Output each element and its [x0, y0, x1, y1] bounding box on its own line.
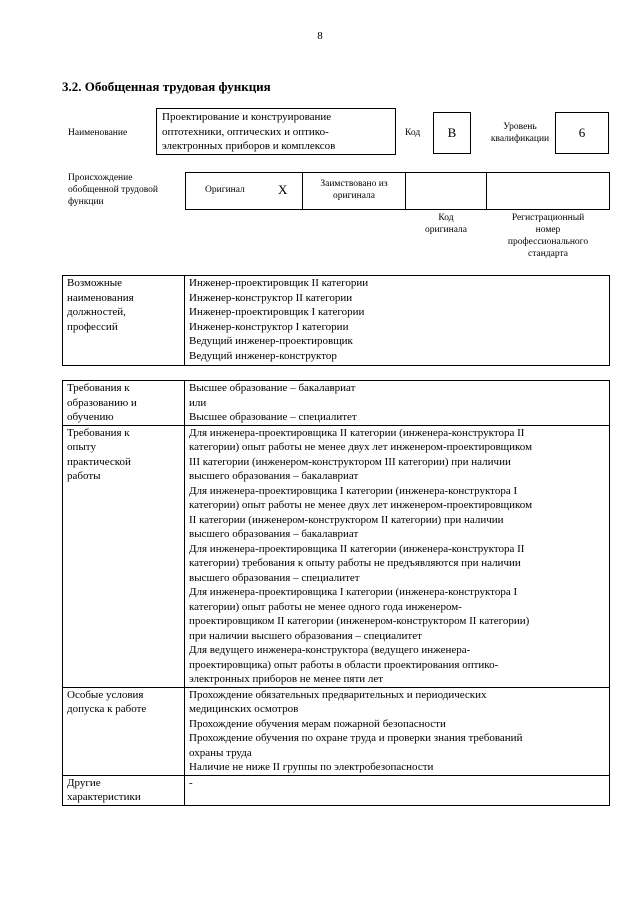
function-name-line: электронных приборов и комплексов — [162, 140, 336, 152]
positions-label-line: профессий — [67, 320, 118, 333]
reg-number-cell — [486, 172, 610, 210]
experience-line: II категории (инженером-конструктором II категории) при наличии — [189, 513, 504, 526]
table-row — [63, 381, 610, 426]
experience-line: высшего образования – специалитет — [189, 571, 360, 584]
origin-label-line: обобщенной трудовой — [68, 185, 158, 195]
positions-label-line: должностей, — [67, 306, 126, 318]
experience-label-line: работы — [67, 470, 101, 482]
experience-label — [63, 425, 185, 687]
experience-label-line: опыту — [67, 441, 96, 453]
experience-line: Для ведущего инженера-конструктора (ведущего инженера- — [189, 644, 471, 656]
experience-line: категории) опыт работы не менее одного года инженером- — [189, 600, 462, 613]
special-label-line: Особые условия — [67, 688, 144, 701]
qualification-level-value: 6 — [555, 112, 609, 154]
positions-table — [62, 275, 610, 366]
positions-label-line: наименования — [67, 291, 134, 304]
education-label — [63, 381, 185, 426]
experience-line: электронных приборов не менее пяти лет — [189, 673, 384, 685]
qualification-level-label — [474, 121, 566, 145]
positions-label-line: Возможные — [67, 277, 122, 289]
borrowed-cell — [302, 172, 406, 210]
positions-list — [185, 276, 610, 366]
experience-line: категории) опыт работы не менее двух лет инженером-проектировщиком — [189, 499, 533, 511]
origin-label-line: функции — [68, 197, 104, 207]
experience-line: при наличии высшего образования – специалитет — [189, 629, 422, 642]
code-original-line: оригинала — [425, 225, 467, 235]
reg-number-line: Регистрационный — [511, 213, 585, 223]
experience-line: категории) опыт работы не менее двух лет инженером-проектировщиком — [189, 441, 533, 453]
special-label-line: допуска к работе — [67, 703, 147, 715]
other-characteristics-label — [63, 775, 185, 805]
reg-number-line: номер — [535, 225, 561, 235]
experience-line: высшего образования – бакалавриат — [189, 470, 359, 482]
borrowed-label — [303, 178, 405, 202]
list-item: Ведущий инженер-проектировщик — [189, 335, 353, 347]
original-cell — [185, 172, 303, 210]
education-label-line: Требования к — [67, 382, 130, 394]
experience-line: Для инженера-проектировщика I категории (инженера-конструктора I — [189, 586, 518, 598]
requirements-table — [62, 380, 610, 806]
list-item: Инженер-конструктор II категории — [189, 291, 353, 304]
special-line: Прохождение обучения мерам пожарной безопасности — [189, 717, 446, 730]
level-label-line: квалификации — [490, 134, 550, 144]
education-line: или — [189, 396, 207, 409]
special-line: медицинских осмотров — [189, 703, 299, 715]
experience-line: высшего образования – бакалавриат — [189, 528, 359, 540]
code-original-line: Код — [438, 213, 454, 223]
education-value — [185, 381, 610, 426]
experience-line: категории) требования к опыту работы не предъявляются при наличии — [189, 557, 521, 569]
table-row — [63, 687, 610, 775]
special-line: Наличие не ниже II группы по электробезопасности — [189, 761, 434, 773]
level-label-line: Уровень — [503, 122, 537, 132]
table-row — [63, 276, 610, 366]
reg-number-line: профессионального — [507, 237, 589, 247]
function-name-line: оптотехники, оптических и оптико- — [162, 125, 329, 138]
education-label-line: образованию и — [67, 396, 137, 409]
experience-label-line: Требования к — [67, 426, 130, 439]
special-conditions-label — [63, 687, 185, 775]
special-line: Прохождение обучения по охране труда и проверки знания требований — [189, 732, 523, 744]
experience-line: Для инженера-проектировщика II категории (инженера-конструктора II — [189, 426, 525, 439]
original-label: Оригинал — [205, 185, 245, 195]
list-item: Инженер-проектировщик II категории — [189, 277, 369, 289]
function-name-line: Проектирование и конструирование — [162, 111, 332, 123]
table-row — [63, 775, 610, 805]
reg-number-line: стандарта — [528, 249, 568, 259]
other-characteristics-value: - — [185, 775, 610, 805]
code-original-cell — [405, 172, 487, 210]
education-label-line: обучению — [67, 411, 114, 423]
reg-number-label — [486, 212, 610, 260]
list-item: Ведущий инженер-конструктор — [189, 349, 337, 362]
other-label-line: характеристики — [67, 791, 141, 803]
experience-line: проектировщиком II категории (инженером-конструктором II категории) — [189, 615, 530, 627]
experience-value — [185, 425, 610, 687]
experience-label-line: практической — [67, 455, 131, 468]
borrowed-label-line: Заимствовано из — [320, 179, 388, 189]
experience-line: Для инженера-проектировщика II категории (инженера-конструктора II — [189, 542, 525, 555]
page-number: 8 — [317, 30, 323, 42]
education-line: Высшее образование – бакалавриат — [189, 382, 356, 394]
experience-line: III категории (инженером-конструктором III категории) при наличии — [189, 455, 511, 468]
borrowed-label-line: оригинала — [333, 191, 375, 201]
origin-label-line: Происхождение — [68, 173, 133, 183]
education-line: Высшее образование – специалитет — [189, 411, 357, 423]
code-original-label — [405, 212, 487, 236]
special-conditions-value — [185, 687, 610, 775]
table-row — [63, 425, 610, 687]
experience-line: Для инженера-проектировщика I категории (инженера-конструктора I — [189, 484, 518, 497]
special-line: охраны труда — [189, 746, 252, 759]
code-value: В — [433, 112, 471, 154]
origin-label — [68, 172, 158, 208]
code-label: Код — [405, 128, 421, 138]
function-name-box — [156, 108, 396, 155]
list-item: Инженер-конструктор I категории — [189, 320, 349, 333]
positions-label — [63, 276, 185, 366]
special-line: Прохождение обязательных предварительных и периодических — [189, 688, 487, 701]
list-item: Инженер-проектировщик I категории — [189, 306, 365, 318]
experience-line: проектировщика) опыт работы в области проектирования оптико- — [189, 658, 499, 671]
other-label-line: Другие — [67, 776, 101, 789]
name-label: Наименование — [68, 128, 128, 138]
section-title: 3.2. Обобщенная трудовая функция — [62, 79, 271, 94]
original-mark: X — [278, 182, 288, 197]
